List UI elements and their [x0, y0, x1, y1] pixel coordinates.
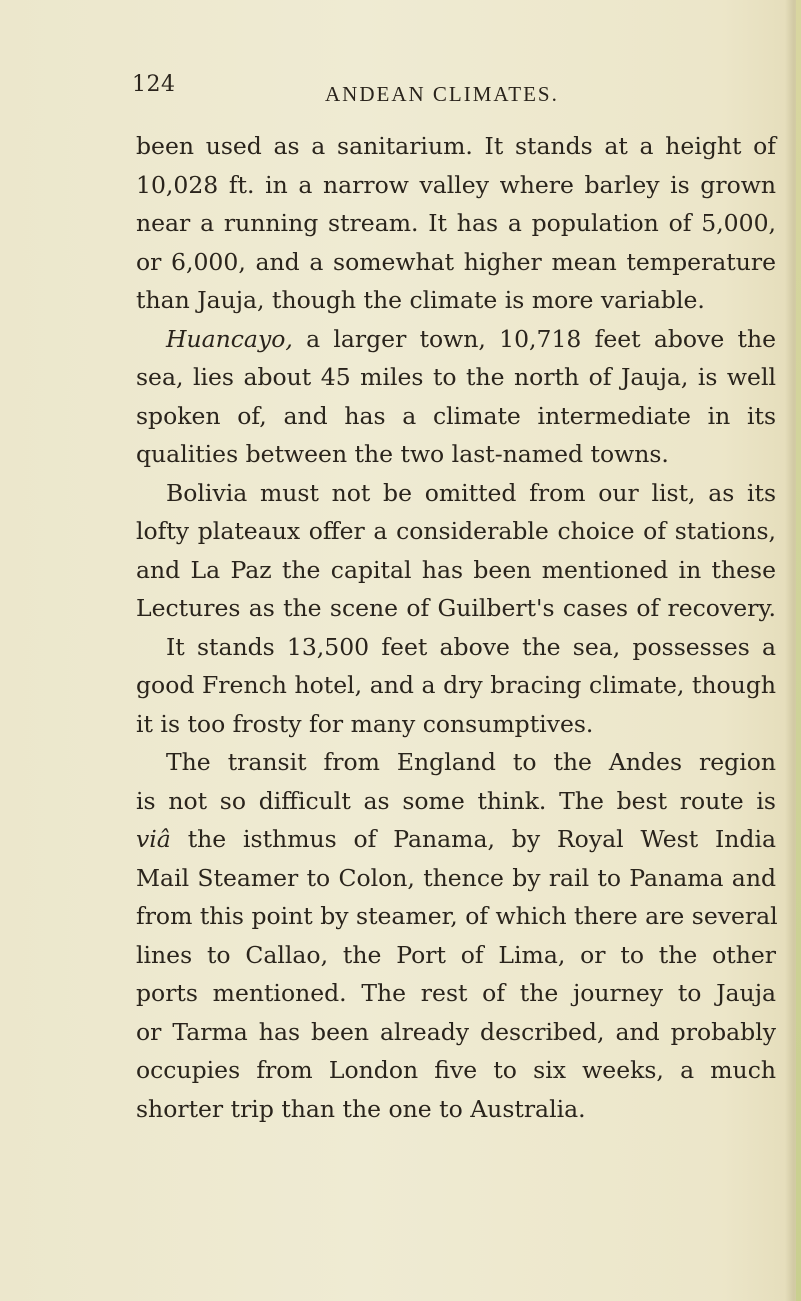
text-line: 10,028 ft. in a narrow valley where barley is grown [136, 170, 776, 199]
text-span: the isthmus of Panama, by Royal West India [187, 825, 776, 853]
italic-place-name: Huancayo, [166, 324, 293, 353]
body-text [136, 127, 776, 1128]
text-line [136, 320, 776, 359]
text-line: it is too frosty for many consumptives. [136, 709, 594, 738]
page-number: 124 [132, 72, 176, 97]
text-line: It stands 13,500 feet above the sea, possesses a [166, 632, 776, 661]
text-line: or 6,000, and a somewhat higher mean temperature [136, 247, 776, 276]
text-line: near a running stream. It has a population of 5,000, [136, 209, 776, 237]
text-line: ports mentioned. The rest of the journey to Jauja [136, 979, 776, 1007]
text-line: from this point by steamer, of which there are several [136, 902, 778, 930]
text-line: good French hotel, and a dry bracing climate, though [136, 671, 776, 699]
text-line: qualities between the two last-named towns. [136, 440, 669, 468]
text-line: lofty plateaux offer a considerable choice of stations, [136, 517, 776, 545]
text-line [136, 820, 776, 859]
text-line: The transit from England to the Andes region [166, 748, 776, 776]
italic-word: viâ [136, 825, 171, 853]
text-line: and La Paz the capital has been mentioned in these [136, 555, 776, 584]
text-line: Mail Steamer to Colon, thence by rail to Panama and [136, 863, 776, 892]
text-line: than Jauja, though the climate is more variable. [136, 286, 705, 314]
text-line: shorter trip than the one to Australia. [136, 1094, 586, 1123]
text-line: or Tarma has been already described, and probably [136, 1017, 776, 1046]
text-line: been used as a sanitarium. It stands at a height of [136, 132, 776, 160]
page-header [132, 72, 772, 112]
running-head: ANDEAN CLIMATES. [325, 82, 559, 106]
text-line: sea, lies about 45 miles to the north of Jauja, is well [136, 363, 776, 391]
text-line: lines to Callao, the Port of Lima, or to the other [136, 940, 776, 969]
text-span: a larger town, 10,718 feet above the [306, 324, 776, 353]
text-line: spoken of, and has a climate intermediate in its [136, 401, 776, 430]
text-line: Bolivia must not be omitted from our list, as its [166, 478, 776, 507]
text-line: Lectures as the scene of Guilbert's cases of recovery. [136, 594, 776, 622]
text-line: occupies from London five to six weeks, a much [136, 1056, 776, 1084]
text-line: is not so difficult as some think. The best route is [136, 786, 776, 815]
page-edge [796, 0, 801, 1301]
